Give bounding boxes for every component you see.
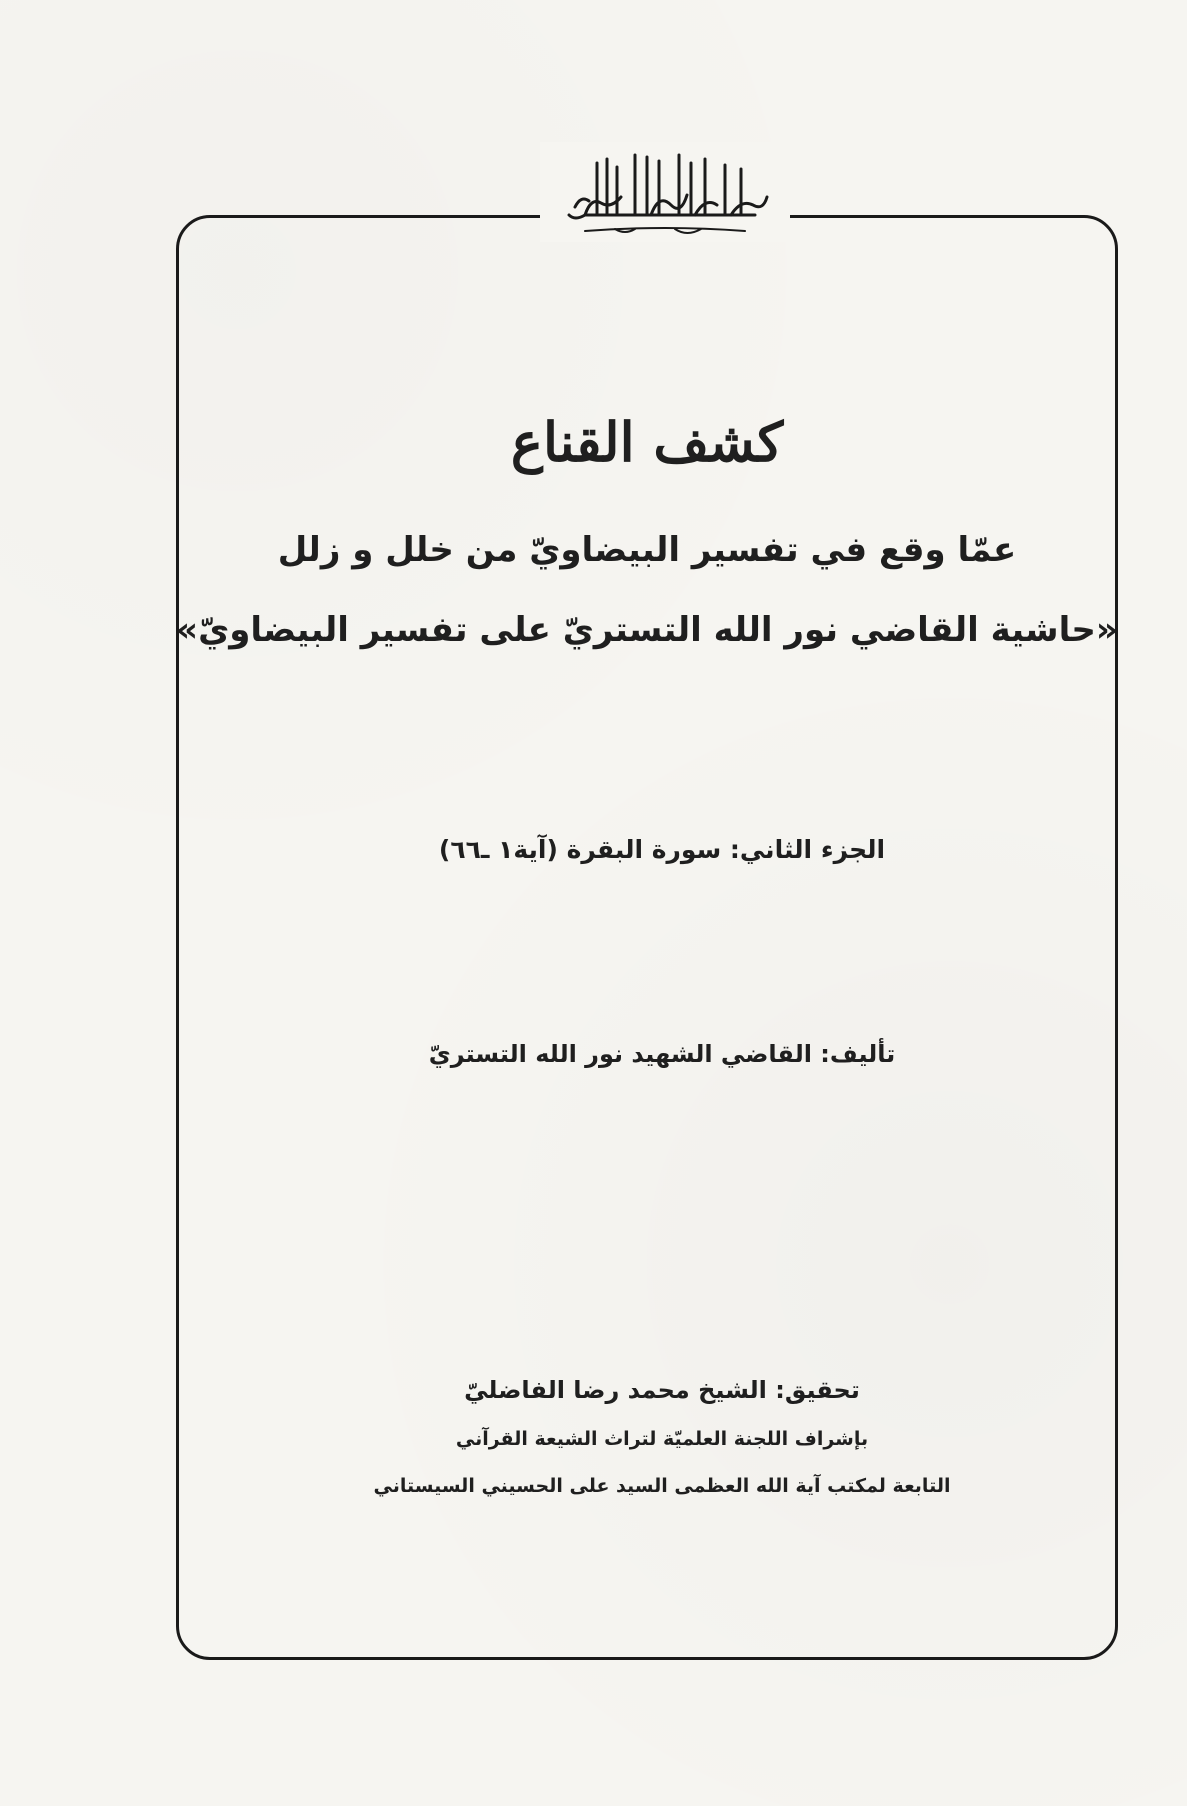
basmala-ornament (540, 142, 790, 242)
editor-credit: تحقيق: الشيخ محمد رضا الفاضليّ (464, 1376, 860, 1404)
supervision-credit: بإشراف اللجنة العلميّة لتراث الشيعة القرآني (455, 1428, 869, 1450)
author-credit: تأليف: القاضي الشهيد نور الله التستريّ (428, 1040, 896, 1068)
book-subtitle-line-1: عمّا وقع في تفسير البيضاويّ من خلل و زلل (277, 530, 1017, 570)
book-subtitle-line-2: «حاشية القاضي نور الله التستريّ على تفسير البيضاويّ» (176, 610, 1118, 650)
basmala-calligraphy-icon (555, 145, 775, 240)
book-title: كشف القناع (510, 410, 784, 474)
affiliation-credit: التابعة لمكتب آية الله العظمى السيد على الحسيني السيستاني (373, 1475, 951, 1497)
volume-info: الجزء الثاني: سورة البقرة (آية١ ـ٦٦) (438, 835, 886, 864)
